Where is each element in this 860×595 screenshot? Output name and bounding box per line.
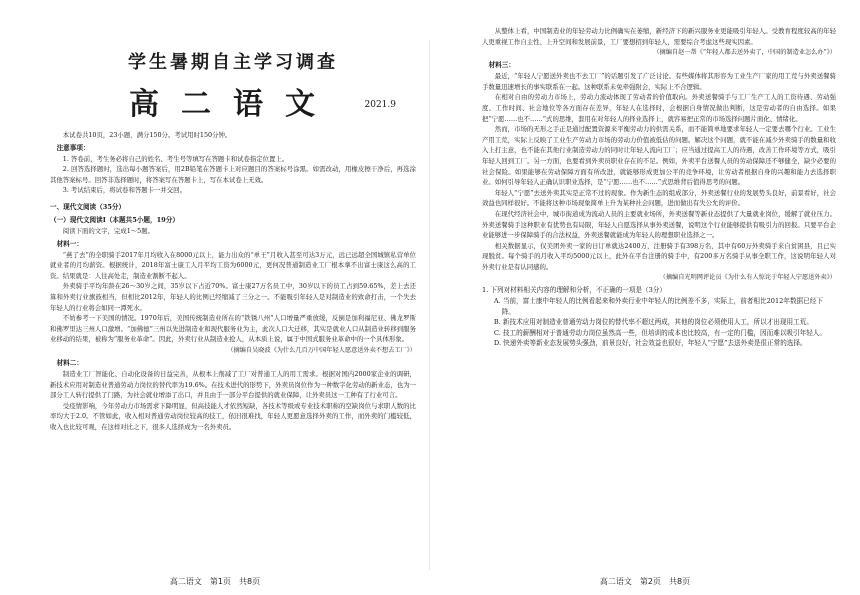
exam-intro: 本试卷共10页，23小题，满分150分。考试用时150分钟。: [62, 131, 232, 139]
page-footer-right: 高二语文 第2页 共8页: [599, 577, 691, 586]
section-part-title: （一）现代文阅读Ⅰ（本题共5小题，19分）: [50, 215, 179, 224]
material-1-paragraph: “燕了去”的全职骑手2017年月均收入在8000元以上，能力出众的“单王”月收入甚至可达3万元，远已远超全国城镇私营单位就业者的月均薪资。根据统计，2018年富士康工人月平均工资为6000元，更何况普通制造业工厂根本拿不出富士康这么高的工资。结果就是：人往高处走，制造业割断不起人。: [50, 250, 416, 280]
material-1-source: （摘编自吴晓波《为什么几百万中国年轻人愿意送外卖不想去工厂》）: [227, 346, 416, 354]
exam-title: 学生暑期自主学习调查: [128, 52, 338, 73]
material-3-paragraph: 最近，“年轻人宁愿送外卖也不去工厂”的话题引发了广泛讨论。有些媒体将其形容为工业生产厂家的用工荒与外卖送餐骑手数量迅速增长的事实联系在一起。这种联系未免牵强附会，实际上不合逻辑。: [482, 72, 836, 91]
material-3-paragraph: 然而，市场的无形之手正是通过配置资源来平衡劳动力的供需关系，而不能简单地要求年轻人一定要去哪个行业。工业生产用工荒，实际上反映了工业生产劳动力市场的劳动力价值被低估的问题。解决这个问题，就不能在减少外卖骑手的数量和收入上打主意，也不能在其他行业制造劳动力的同时让年轻人流向工厂；应当通过提高工人的待遇，改善工作环境等方式，吸引年轻人回到工厂。另一方面，也要看到外卖员职业存在的不足。例如，外卖平台送餐人员的劳动保障还不够健全，缺少必要的社会保险。如果能够在劳动保障方面有所改进，就能够形成更加公平的竞争环境，让劳动者根据自身的兴趣和能力去选择职业。如何引导年轻人正确认识职业选择，是“宁愿……也不……”式思维背后值得思考的问题。: [482, 125, 836, 187]
material-3-source: （摘编自光明网评论员《为什么有人惊诧于年轻人宁愿送外卖》）: [659, 274, 836, 282]
reading-prompt: 阅读下面的文字，完成1～5题。: [62, 226, 155, 235]
question-1-option-c: C. 技工的薪酬相对于普通劳动力岗位虽然高一些，但培训的成本也比较高，有一定的门槛，因而难以吸引年轻人。: [493, 328, 826, 337]
question-1-option-a: A. 当前，富士康中年轻人的比例看起来和外卖行业中年轻人的比例差不多，实际上，前者相比2012年数据已经下降。: [493, 297, 823, 316]
notice-heading: 注意事项：: [56, 143, 90, 152]
material-3-label: 材料三：: [488, 61, 515, 70]
exam-date: 2021.9: [364, 100, 396, 110]
material-2-source: （摘编自赵一帮《“年轻人都去送外卖了，中国的制造业怎么办”》）: [653, 49, 836, 57]
notice-item-1: 1. 答卷前，考生务必将自己的姓名、考生号等填写在答题卡和试卷指定位置上。: [62, 154, 289, 163]
subject-title: 高二语文: [129, 87, 337, 122]
material-2-paragraph: 受疫情影响，今年劳动力市场需求下降明显，但高技能人才依然短缺，各技术等级或专业技术职称的空缺岗位与求职人数的比率均大于2.0。不管如此，收入相对普通劳动岗位较高的技工，依旧很难找，年轻人更愿意选择外卖的工作，而外卖的门槛较低，收入也比较可观，在这样对比之下，很多人选择成为一名外卖员。: [50, 401, 416, 431]
material-2-label: 材料二：: [56, 358, 83, 367]
material-3-paragraph: 在现代经济社会中，城市街道成为流动人员的主要就业场所，外卖送餐等新业态提供了大量就业岗位，缓解了就业压力。外卖送餐骑手这种职业有优势也有局限，年轻人自愿选择从事外卖送餐，说明这个行业能够提供有吸引力的回报。只要平台企业能够进一步保障骑手的合法权益，外卖送餐就能成为年轻人的理想职业选择之一。: [482, 209, 836, 240]
material-3-paragraph: 年轻人“宁愿”去送外卖其实是正常不过的现象。作为新生态的组成部分，外卖送餐行业的发展势头良好，前景看好，社会效益也同样很好。不能将这种市场现象简单上升为某种社会问题，进而做出有失公允的评价。: [482, 188, 836, 208]
question-1-option-b: B. 新技术应用对制造业普通劳动力岗位的替代率不超过两成，其他的岗位必须使用人工，所以才出现用工荒。: [493, 318, 813, 327]
material-2-paragraph: 制造业工厂智能化、自动化设备的日益完善，从根本上削减了工厂对普通工人的用工需求。根据对国内2000家企业的调研，新技术应用对制造业普通劳动力岗位的替代率为19.6%。在技术进代的形势下，外卖员岗位作为一种数字化劳动的新业态，也为一部分工人转行提供了门路，为社会就业增添了出口，并且由于一部分平台提供的就业保障，让外卖员这一工种有了行业可言。: [50, 369, 416, 400]
notice-item-3: 3. 考试结束后，将试卷和答题卡一并交回。: [62, 186, 186, 195]
subject-title-row: [50, 86, 416, 124]
material-3-paragraph: 在相对自由的劳动力市场上，劳动力流动体现了劳动者的价值取向。外卖送餐骑手与工厂生产工人的工资待遇、劳动强度、工作时间、社会地位等各方面存在差异，年轻人在选择时，会根据自身情况做出判断，这是劳动者的自由选择。如果把“宁愿……也不……”式的思维，套用在对年轻人的择业选择上，就容易把正常的市场选择问题片面化、情绪化。: [482, 93, 836, 123]
material-1-label: 材料一：: [56, 239, 83, 248]
question-1-option-d: D. 快递外卖等新业态发展势头强劲，前景良好，社会效益也很好，年轻人“宁愿”去送外卖是很正常的选择。: [493, 339, 807, 348]
section-title: 一、现代文阅读（35分）: [50, 202, 126, 211]
material-1-paragraph: 不妨参考一下美国的情况。1970年后，美国传统制造业所在的“铁锈八州”人口增量严重放缓，反倒是加利福尼亚、佛龙罗斯和佛罗里达三州人口激增。“加佛德”三州以先进制造业和现代服务业为主，此次人口大迁移，其实是就业人口从制造业转移到服务业移动的结果，被称为“服务业革命”。因此，外卖行业从制造业抢人，从本质上说，属于中国式服务业革命中的一个具体形象。: [50, 314, 416, 344]
question-1-stem: 1. 下列对材料相关内容的理解和分析，不正确的一项是（3分）: [482, 286, 667, 295]
material-3-paragraph: 相关数据显示，仅美团外卖一家的日订单就达2400万，注册骑手有398万名，其中有60万外卖骑手来自贫困县，且已实现脱贫。每个骑手的月收入平均5000元以上，此外在平台注册的骑手中，有200多万名骑手从事全职工作，这说明年轻人对外卖行业是有认同感的。: [482, 241, 836, 271]
notice-item-2: 2. 回答选择题时，选出每小题答案后，用2B铅笔在答题卡上对应题目的答案标号涂黑。如需改动，用橡皮擦干净后，再选涂其他答案标号。回答非选择题时，将答案写在答题卡上，写在本试卷上无效。: [50, 165, 416, 184]
material-1-paragraph: 外卖骑手平均年龄在26～30岁之间，35岁以下占近70%。富士康27万名员工中，30岁以下的员工占到59.65%，差上去还算和外卖行业旗鼓相当，但相比2012年，年轻人的比例已经缩减了三分之一。不能吸引年轻人是对制造业的致命打击，一个失去年轻人的行业将会如同一潭死水。: [50, 282, 416, 312]
material-2-paragraph: 从整体上看，中国制造业的年轻劳动力比例确实在萎缩，新经济下的新兴服务业更能吸引年轻人。受教育程度较高的年轻人更重视工作自主性、上升空间和发展前景，工厂要想招到年轻人，需要综合考虑这些现实因素。: [482, 27, 836, 46]
page-right: [430, 0, 860, 595]
page-footer-left: 高二语文 第1页 共8页: [169, 577, 261, 586]
